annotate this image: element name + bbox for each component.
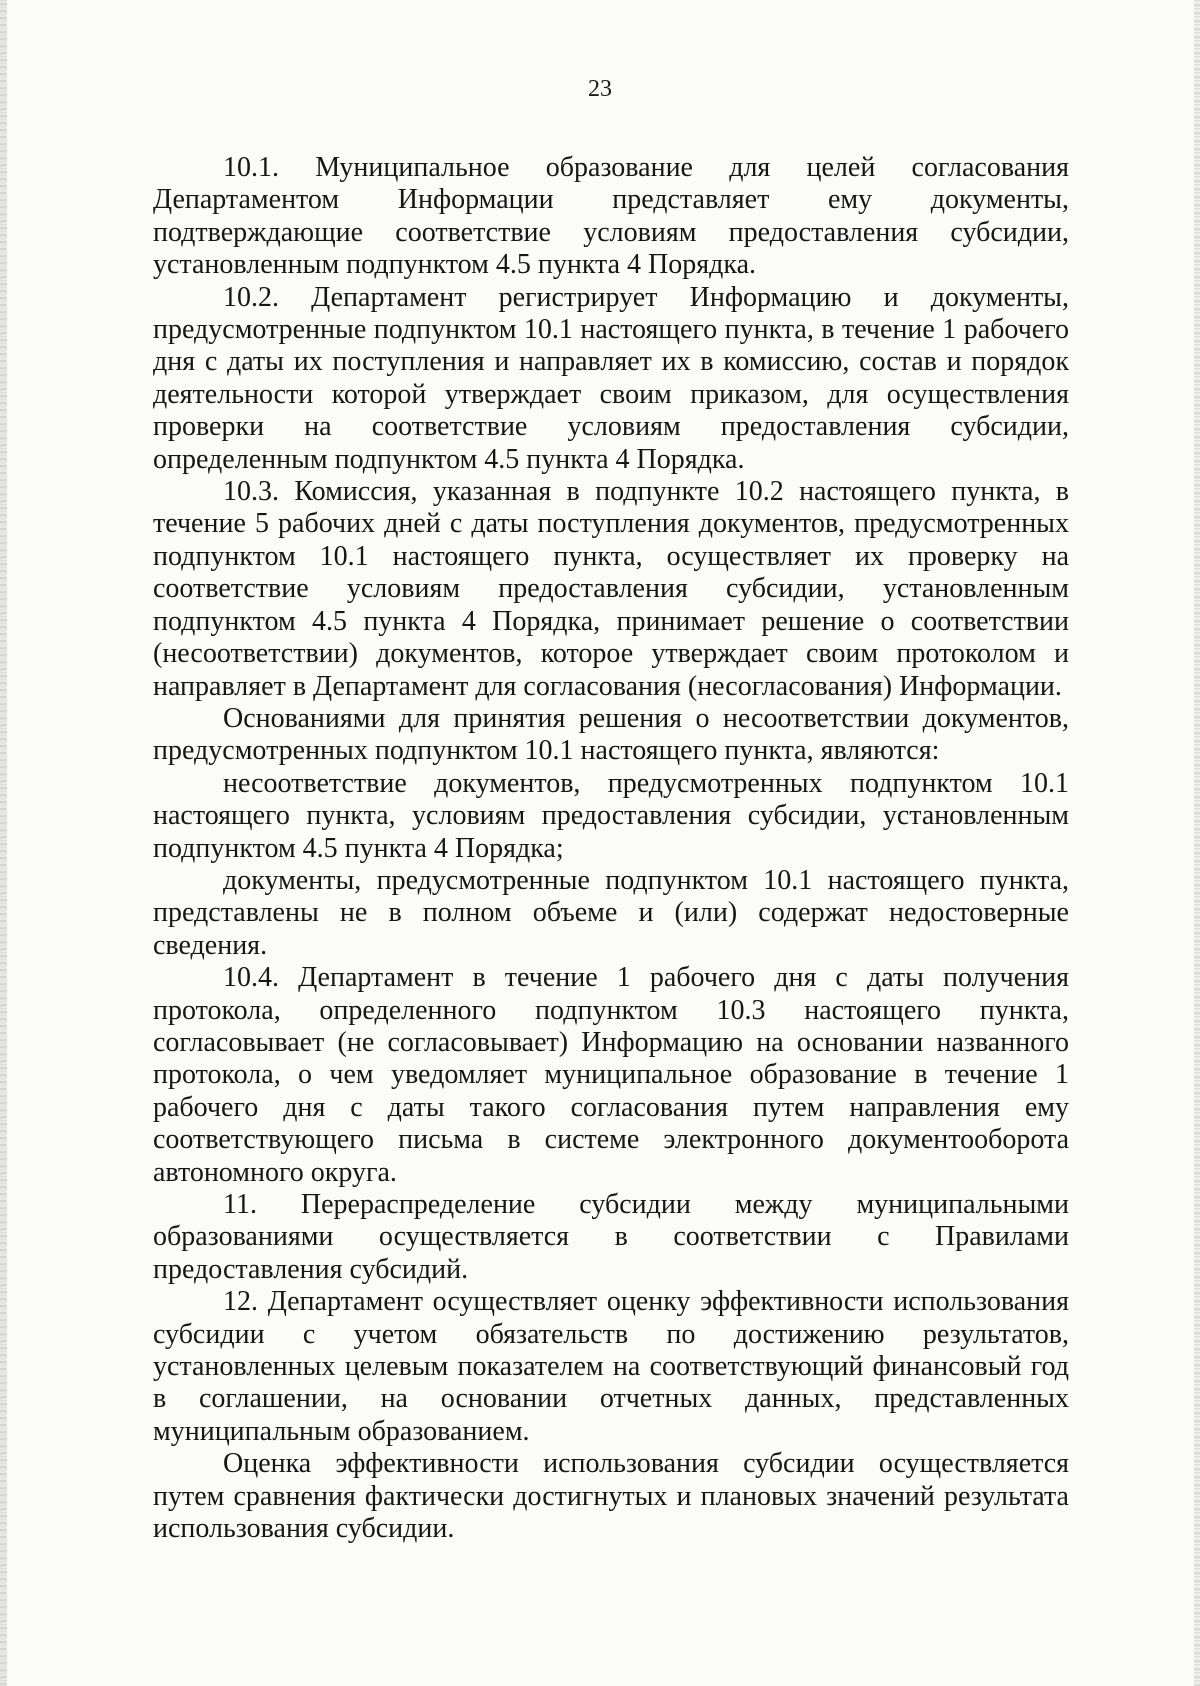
- paragraph-ground-2: документы, предусмотренные подпунктом 10.1 настоящего пункта, представлены не в полном объеме и (или) содержат недостоверные сведения.: [153, 864, 1069, 961]
- paragraph-11: 11. Перераспределение субсидии между муниципальными образованиями осуществляется в соответствии с Правилами предоставления субсидий.: [153, 1189, 1069, 1285]
- paragraph-grounds-intro: Основаниями для принятия решения о несоответствии документов, предусмотренных подпунктом 10.1 настоящего пункта, являются:: [153, 702, 1069, 767]
- document-body: [153, 152, 1069, 1545]
- paragraph-ground-1: несоответствие документов, предусмотренных подпунктом 10.1 настоящего пункта, условиям предоставления субсидии, установленным подпунктом 4.5 пункта 4 Порядка;: [153, 767, 1069, 864]
- scan-edge-left: [0, 0, 7, 1686]
- paragraph-10-1: 10.1. Муниципальное образование для целей согласования Департаментом Информации представляет ему документы, подтверждающие соответствие условиям предоставления субсидии, установленным подпунктом 4.5 пункта 4 Порядка.: [153, 152, 1069, 281]
- paragraph-10-2: 10.2. Департамент регистрирует Информацию и документы, предусмотренные подпунктом 10.1 настоящего пункта, в течение 1 рабочего дня с даты их поступления и направляет их в комиссию, состав и порядок деятельности которой утверждает своим приказом, для осуществления проверки на соответствие условиям предоставления субсидии, определенным подпунктом 4.5 пункта 4 Порядка.: [153, 281, 1069, 475]
- paragraph-10-4: 10.4. Департамент в течение 1 рабочего дня с даты получения протокола, определенного подпунктом 10.3 настоящего пункта, согласовывает (не согласовывает) Информацию на основании названного протокола, о чем уведомляет муниципальное образование в течение 1 рабочего дня с даты такого согласования путем направления ему соответствующего письма в системе электронного документооборота автономного округа.: [153, 962, 1069, 1188]
- paragraph-evaluation: Оценка эффективности использования субсидии осуществляется путем сравнения фактически достигнутых и плановых значений результата использования субсидии.: [153, 1448, 1069, 1545]
- paragraph-10-3: 10.3. Комиссия, указанная в подпункте 10.2 настоящего пункта, в течение 5 рабочих дней с даты поступления документов, предусмотренных подпунктом 10.1 настоящего пункта, осуществляет их проверку на соответствие условиям предоставления субсидии, установленным подпунктом 4.5 пункта 4 Порядка, принимает решение о соответствии (несоответствии) документов, которое утверждает своим протоколом и направляет в Департамент для согласования (несогласования) Информации.: [153, 476, 1069, 702]
- page-number: 23: [588, 76, 612, 102]
- paragraph-12: 12. Департамент осуществляет оценку эффективности использования субсидии с учетом обязательств по достижению результатов, установленных целевым показателем на соответствующий финансовый год в соглашении, на основании отчетных данных, представленных муниципальным образованием.: [153, 1286, 1069, 1447]
- scan-edge-right: [1194, 0, 1200, 1686]
